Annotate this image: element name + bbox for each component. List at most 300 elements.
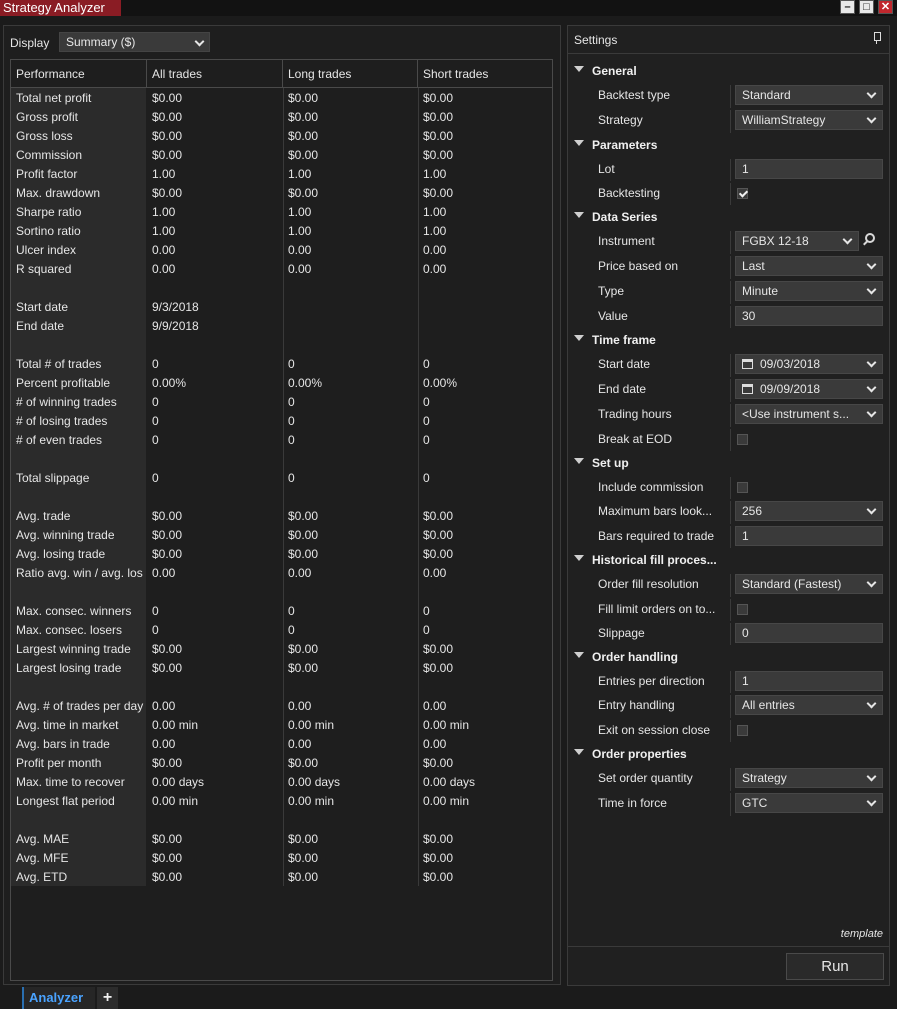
row-label: Longest flat period [16, 794, 115, 808]
table-row[interactable] [11, 279, 552, 298]
category-set-up[interactable] [568, 451, 889, 475]
property-strategy [568, 108, 889, 133]
divider [730, 306, 731, 328]
row-label: Percent profitable [16, 376, 111, 390]
chevron-down-icon [867, 285, 877, 295]
time-in-force-select[interactable] [735, 793, 883, 813]
row-label: Avg. MAE [16, 832, 70, 846]
row-label: Profit factor [16, 167, 78, 181]
property-label: Fill limit orders on to... [598, 602, 716, 616]
expand-triangle-icon[interactable] [574, 335, 584, 341]
property-lot [568, 157, 889, 181]
table-row[interactable] [11, 355, 552, 374]
property-label: Break at EOD [598, 432, 673, 446]
short-trades-value [418, 488, 552, 507]
divider [730, 85, 731, 108]
all-trades-value [147, 450, 283, 469]
tab-analyzer[interactable]: Analyzer [22, 987, 95, 1009]
long-trades-value [283, 811, 418, 830]
chevron-down-icon [843, 235, 853, 245]
chevron-down-icon [867, 383, 877, 393]
divider [730, 379, 731, 402]
calendar-icon [742, 384, 753, 394]
all-trades-value [147, 678, 283, 697]
property-label: Start date [598, 357, 651, 371]
performance-panel [3, 25, 561, 985]
divider [730, 793, 731, 816]
property-label: Instrument [598, 234, 655, 248]
property-label: Backtesting [598, 186, 661, 200]
exit-on-session-close-checkbox[interactable] [737, 725, 748, 736]
expand-triangle-icon[interactable] [574, 458, 584, 464]
bars-required-to-trade-input[interactable] [735, 526, 883, 546]
property-label: Backtest type [598, 88, 671, 102]
table-row[interactable] [11, 564, 552, 583]
divider [730, 720, 731, 742]
property-trading-hours [568, 402, 889, 427]
property-value [568, 304, 889, 328]
property-label: Type [598, 284, 625, 298]
table-row[interactable] [11, 602, 552, 621]
divider [730, 429, 731, 451]
chevron-down-icon [867, 699, 877, 709]
row-label: Ratio avg. win / avg. los [16, 566, 143, 580]
settings-title: Settings [574, 33, 618, 47]
table-row[interactable] [11, 868, 552, 887]
all-trades-value: 0.00 [152, 699, 176, 713]
row-label: Max. consec. winners [16, 604, 132, 618]
divider [568, 946, 889, 947]
entries-per-direction-input[interactable] [735, 671, 883, 691]
short-trades-value: 0 [423, 471, 430, 485]
short-trades-value: 0.00 [423, 566, 447, 580]
property-break-at-eod [568, 427, 889, 451]
divider [568, 53, 889, 54]
table-row[interactable] [11, 146, 552, 165]
all-trades-value: 0.00 min [152, 718, 199, 732]
all-trades-value: 0 [152, 414, 159, 428]
short-trades-value: 0.00 [423, 699, 447, 713]
table-row[interactable] [11, 507, 552, 526]
all-trades-value: $0.00 [152, 642, 183, 656]
table-row[interactable] [11, 431, 552, 450]
row-label: Gross profit [16, 110, 79, 124]
row-label: # of even trades [16, 433, 103, 447]
fill-limit-orders-on-to-checkbox[interactable] [737, 604, 748, 615]
settings-panel [567, 25, 890, 986]
value-input[interactable] [735, 306, 883, 326]
break-at-eod-checkbox[interactable] [737, 434, 748, 445]
select-value: Strategy [742, 771, 787, 785]
chevron-down-icon [867, 114, 877, 124]
property-label: Lot [598, 162, 615, 176]
table-row[interactable] [11, 241, 552, 260]
divider [730, 159, 731, 181]
long-trades-value: 0 [288, 623, 295, 637]
table-row[interactable] [11, 374, 552, 393]
short-trades-value: $0.00 [423, 129, 454, 143]
property-price-based-on [568, 254, 889, 279]
short-trades-value: $0.00 [423, 547, 454, 561]
property-label: Order fill resolution [598, 577, 699, 591]
table-row[interactable] [11, 469, 552, 488]
title-bar [0, 0, 897, 16]
end-date-picker[interactable] [735, 379, 883, 399]
template-label[interactable]: template [840, 928, 883, 940]
long-trades-value: $0.00 [288, 528, 319, 542]
trading-hours-select[interactable] [735, 404, 883, 424]
table-row[interactable] [11, 108, 552, 127]
row-label: Avg. losing trade [16, 547, 106, 561]
short-trades-value: $0.00 [423, 756, 454, 770]
row-label: Max. time to recover [16, 775, 125, 789]
long-trades-value: 0.00 min [288, 794, 335, 808]
long-trades-value: 0 [288, 604, 295, 618]
chevron-down-icon [867, 578, 877, 588]
all-trades-value: 0.00 [152, 566, 176, 580]
divider [730, 671, 731, 693]
maximize-button[interactable]: □ [859, 0, 874, 14]
date-value: 09/09/2018 [760, 382, 821, 396]
category-order-handling[interactable] [568, 645, 889, 669]
all-trades-value: 0.00 [152, 243, 176, 257]
long-trades-value: 1.00 [288, 224, 312, 238]
short-trades-value: $0.00 [423, 186, 454, 200]
calendar-icon [742, 359, 753, 369]
select-value: Minute [742, 284, 779, 298]
long-trades-value [283, 279, 418, 298]
chevron-down-icon [867, 89, 877, 99]
all-trades-value: 0.00 [152, 737, 176, 751]
all-trades-value: 1.00 [152, 167, 176, 181]
category-label: Set up [592, 456, 629, 470]
property-label: Exit on session close [598, 723, 711, 737]
all-trades-value: $0.00 [152, 91, 183, 105]
short-trades-value: $0.00 [423, 642, 454, 656]
row-label: Avg. ETD [16, 870, 68, 884]
category-time-frame[interactable] [568, 328, 889, 352]
instrument-select[interactable] [735, 231, 859, 251]
all-trades-value: $0.00 [152, 110, 183, 124]
start-date-picker[interactable] [735, 354, 883, 374]
table-row[interactable] [11, 583, 552, 602]
select-value: <Use instrument s... [742, 407, 850, 421]
row-label: Avg. trade [16, 509, 71, 523]
table-row[interactable] [11, 735, 552, 754]
add-tab-button[interactable]: + [97, 987, 118, 1009]
all-trades-value: $0.00 [152, 528, 183, 542]
property-type [568, 279, 889, 304]
property-maximum-bars-look [568, 499, 889, 524]
long-trades-value: $0.00 [288, 186, 319, 200]
row-label: R squared [16, 262, 72, 276]
row-label [11, 678, 147, 697]
divider [730, 599, 731, 621]
pin-icon[interactable] [873, 32, 881, 44]
divider [730, 477, 731, 499]
expand-triangle-icon[interactable] [574, 749, 584, 755]
property-entries-per-direction [568, 669, 889, 693]
table-row[interactable] [11, 298, 552, 317]
run-button[interactable]: Run [786, 953, 884, 980]
short-trades-value: 0 [423, 604, 430, 618]
include-commission-checkbox[interactable] [737, 482, 748, 493]
table-row[interactable] [11, 773, 552, 792]
display-select-value: Summary ($) [66, 35, 136, 49]
short-trades-value: $0.00 [423, 832, 454, 846]
short-trades-value: 0.00 [423, 262, 447, 276]
property-include-commission [568, 475, 889, 499]
long-trades-value: 0.00 [288, 737, 312, 751]
long-trades-value: 0.00 [288, 699, 312, 713]
divider [730, 354, 731, 377]
long-trades-value: 0.00 min [288, 718, 335, 732]
property-label: Value [598, 309, 628, 323]
window-title: Strategy Analyzer [0, 0, 121, 16]
property-label: End date [598, 382, 647, 396]
all-trades-value: 0.00 days [152, 775, 205, 789]
type-select[interactable] [735, 281, 883, 301]
divider [730, 281, 731, 304]
table-row[interactable] [11, 165, 552, 184]
short-trades-value: 0 [423, 357, 430, 371]
input-value: 0 [742, 626, 749, 640]
all-trades-value: 9/9/2018 [152, 319, 199, 333]
minimize-button[interactable]: – [840, 0, 855, 14]
short-trades-value: 0 [423, 395, 430, 409]
row-label [11, 811, 147, 830]
header-short-trades[interactable]: Short trades [423, 67, 489, 81]
table-row[interactable] [11, 260, 552, 279]
table-row[interactable] [11, 811, 552, 830]
performance-grid [10, 59, 553, 981]
short-trades-value: $0.00 [423, 528, 454, 542]
all-trades-value: $0.00 [152, 186, 183, 200]
category-general[interactable] [568, 59, 889, 83]
long-trades-value [283, 678, 418, 697]
divider [730, 183, 731, 205]
category-parameters[interactable] [568, 133, 889, 157]
property-bars-required-to-trade [568, 524, 889, 548]
long-trades-value: 1.00 [288, 167, 312, 181]
table-row[interactable] [11, 526, 552, 545]
table-row[interactable] [11, 716, 552, 735]
short-trades-value [418, 336, 552, 355]
long-trades-value: 1.00 [288, 205, 312, 219]
category-data-series[interactable] [568, 205, 889, 229]
order-fill-resolution-select[interactable] [735, 574, 883, 594]
short-trades-value [418, 678, 552, 697]
long-trades-value: $0.00 [288, 851, 319, 865]
category-label: Order handling [592, 650, 679, 664]
table-row[interactable] [11, 849, 552, 868]
property-backtest-type [568, 83, 889, 108]
table-row[interactable] [11, 203, 552, 222]
long-trades-value [283, 450, 418, 469]
short-trades-value: 0.00 [423, 737, 447, 751]
table-row[interactable] [11, 488, 552, 507]
row-label: Max. drawdown [16, 186, 101, 200]
table-row[interactable] [11, 545, 552, 564]
chevron-down-icon [867, 797, 877, 807]
set-order-quantity-select[interactable] [735, 768, 883, 788]
category-label: General [592, 64, 637, 78]
all-trades-value: 0 [152, 357, 159, 371]
all-trades-value: $0.00 [152, 129, 183, 143]
long-trades-value: $0.00 [288, 148, 319, 162]
display-label: Display [10, 36, 50, 50]
all-trades-value: $0.00 [152, 870, 183, 884]
property-label: Include commission [598, 480, 704, 494]
chevron-down-icon [867, 408, 877, 418]
expand-triangle-icon[interactable] [574, 140, 584, 146]
table-row[interactable] [11, 336, 552, 355]
property-label: Time in force [598, 796, 667, 810]
all-trades-value: 1.00 [152, 224, 176, 238]
long-trades-value: 0 [288, 471, 295, 485]
row-label: Profit per month [16, 756, 102, 770]
all-trades-value: $0.00 [152, 547, 183, 561]
expand-triangle-icon[interactable] [574, 66, 584, 72]
table-row[interactable] [11, 621, 552, 640]
backtesting-checkbox[interactable] [737, 188, 748, 199]
row-label: End date [16, 319, 65, 333]
table-row[interactable] [11, 678, 552, 697]
header-all-trades[interactable]: All trades [147, 60, 283, 88]
short-trades-value: 0.00 min [423, 794, 470, 808]
table-row[interactable] [11, 89, 552, 108]
lot-input[interactable] [735, 159, 883, 179]
long-trades-value: $0.00 [288, 129, 319, 143]
short-trades-value: 0 [423, 414, 430, 428]
row-label: Start date [16, 300, 69, 314]
select-value: 256 [742, 504, 763, 518]
header-long-trades[interactable]: Long trades [283, 60, 418, 88]
close-button[interactable]: ✕ [878, 0, 893, 14]
table-row[interactable] [11, 412, 552, 431]
category-historical-fill-proces[interactable] [568, 548, 889, 572]
table-row[interactable] [11, 222, 552, 241]
long-trades-value: $0.00 [288, 547, 319, 561]
property-label: Price based on [598, 259, 679, 273]
table-row[interactable] [11, 659, 552, 678]
maximum-bars-look-select[interactable] [735, 501, 883, 521]
row-label: Avg. MFE [16, 851, 69, 865]
expand-triangle-icon[interactable] [574, 212, 584, 218]
short-trades-value: $0.00 [423, 91, 454, 105]
short-trades-value: $0.00 [423, 148, 454, 162]
tab-bar [0, 987, 897, 1009]
select-value: WilliamStrategy [742, 113, 826, 127]
row-label: Commission [16, 148, 83, 162]
row-label [11, 279, 147, 298]
header-performance[interactable]: Performance [11, 60, 147, 88]
select-value: FGBX 12-18 [742, 234, 809, 248]
property-label: Bars required to trade [598, 529, 715, 543]
property-backtesting [568, 181, 889, 205]
short-trades-value [418, 298, 552, 317]
property-label: Maximum bars look... [598, 504, 713, 518]
row-label: Max. consec. losers [16, 623, 123, 637]
property-label: Entry handling [598, 698, 675, 712]
divider [730, 768, 731, 791]
table-row[interactable] [11, 830, 552, 849]
row-label: Avg. bars in trade [16, 737, 110, 751]
entry-handling-select[interactable] [735, 695, 883, 715]
table-row[interactable] [11, 184, 552, 203]
search-icon[interactable] [865, 233, 875, 243]
backtest-type-select[interactable] [735, 85, 883, 105]
property-end-date [568, 377, 889, 402]
table-row[interactable] [11, 697, 552, 716]
price-based-on-select[interactable] [735, 256, 883, 276]
select-value: Standard [742, 88, 791, 102]
divider [730, 110, 731, 133]
divider [730, 695, 731, 718]
chevron-down-icon [867, 358, 877, 368]
all-trades-value: 0.00% [152, 376, 187, 390]
table-row[interactable] [11, 640, 552, 659]
expand-triangle-icon[interactable] [574, 652, 584, 658]
table-row[interactable] [11, 754, 552, 773]
table-row[interactable] [11, 127, 552, 146]
long-trades-value: $0.00 [288, 509, 319, 523]
row-label: Largest losing trade [16, 661, 122, 675]
property-order-fill-resolution [568, 572, 889, 597]
all-trades-value [147, 583, 283, 602]
row-label [11, 336, 147, 355]
all-trades-value: 0.00 min [152, 794, 199, 808]
category-label: Data Series [592, 210, 658, 224]
long-trades-value: $0.00 [288, 661, 319, 675]
row-label: Sharpe ratio [16, 205, 82, 219]
slippage-input[interactable] [735, 623, 883, 643]
table-row[interactable] [11, 450, 552, 469]
short-trades-value: 0.00 min [423, 718, 470, 732]
divider [730, 623, 731, 645]
row-label: # of winning trades [16, 395, 117, 409]
short-trades-value: $0.00 [423, 870, 454, 884]
display-select[interactable] [59, 32, 210, 52]
table-row[interactable] [11, 393, 552, 412]
all-trades-value: 0.00 [152, 262, 176, 276]
category-order-properties[interactable] [568, 742, 889, 766]
divider [730, 501, 731, 524]
table-row[interactable] [11, 792, 552, 811]
category-label: Time frame [592, 333, 656, 347]
row-label: Total net profit [16, 91, 92, 105]
all-trades-value: 0 [152, 604, 159, 618]
long-trades-value: 0.00 [288, 566, 312, 580]
property-label: Entries per direction [598, 674, 705, 688]
row-label: Sortino ratio [16, 224, 81, 238]
strategy-select[interactable] [735, 110, 883, 130]
short-trades-value [418, 583, 552, 602]
short-trades-value: 0 [423, 433, 430, 447]
long-trades-value: 0 [288, 395, 295, 409]
divider [730, 574, 731, 597]
long-trades-value [283, 336, 418, 355]
expand-triangle-icon[interactable] [574, 555, 584, 561]
chevron-down-icon [867, 260, 877, 270]
property-label: Set order quantity [598, 771, 693, 785]
short-trades-value: 1.00 [423, 205, 447, 219]
table-row[interactable] [11, 317, 552, 336]
short-trades-value [418, 450, 552, 469]
all-trades-value [147, 488, 283, 507]
all-trades-value [147, 279, 283, 298]
long-trades-value [283, 583, 418, 602]
